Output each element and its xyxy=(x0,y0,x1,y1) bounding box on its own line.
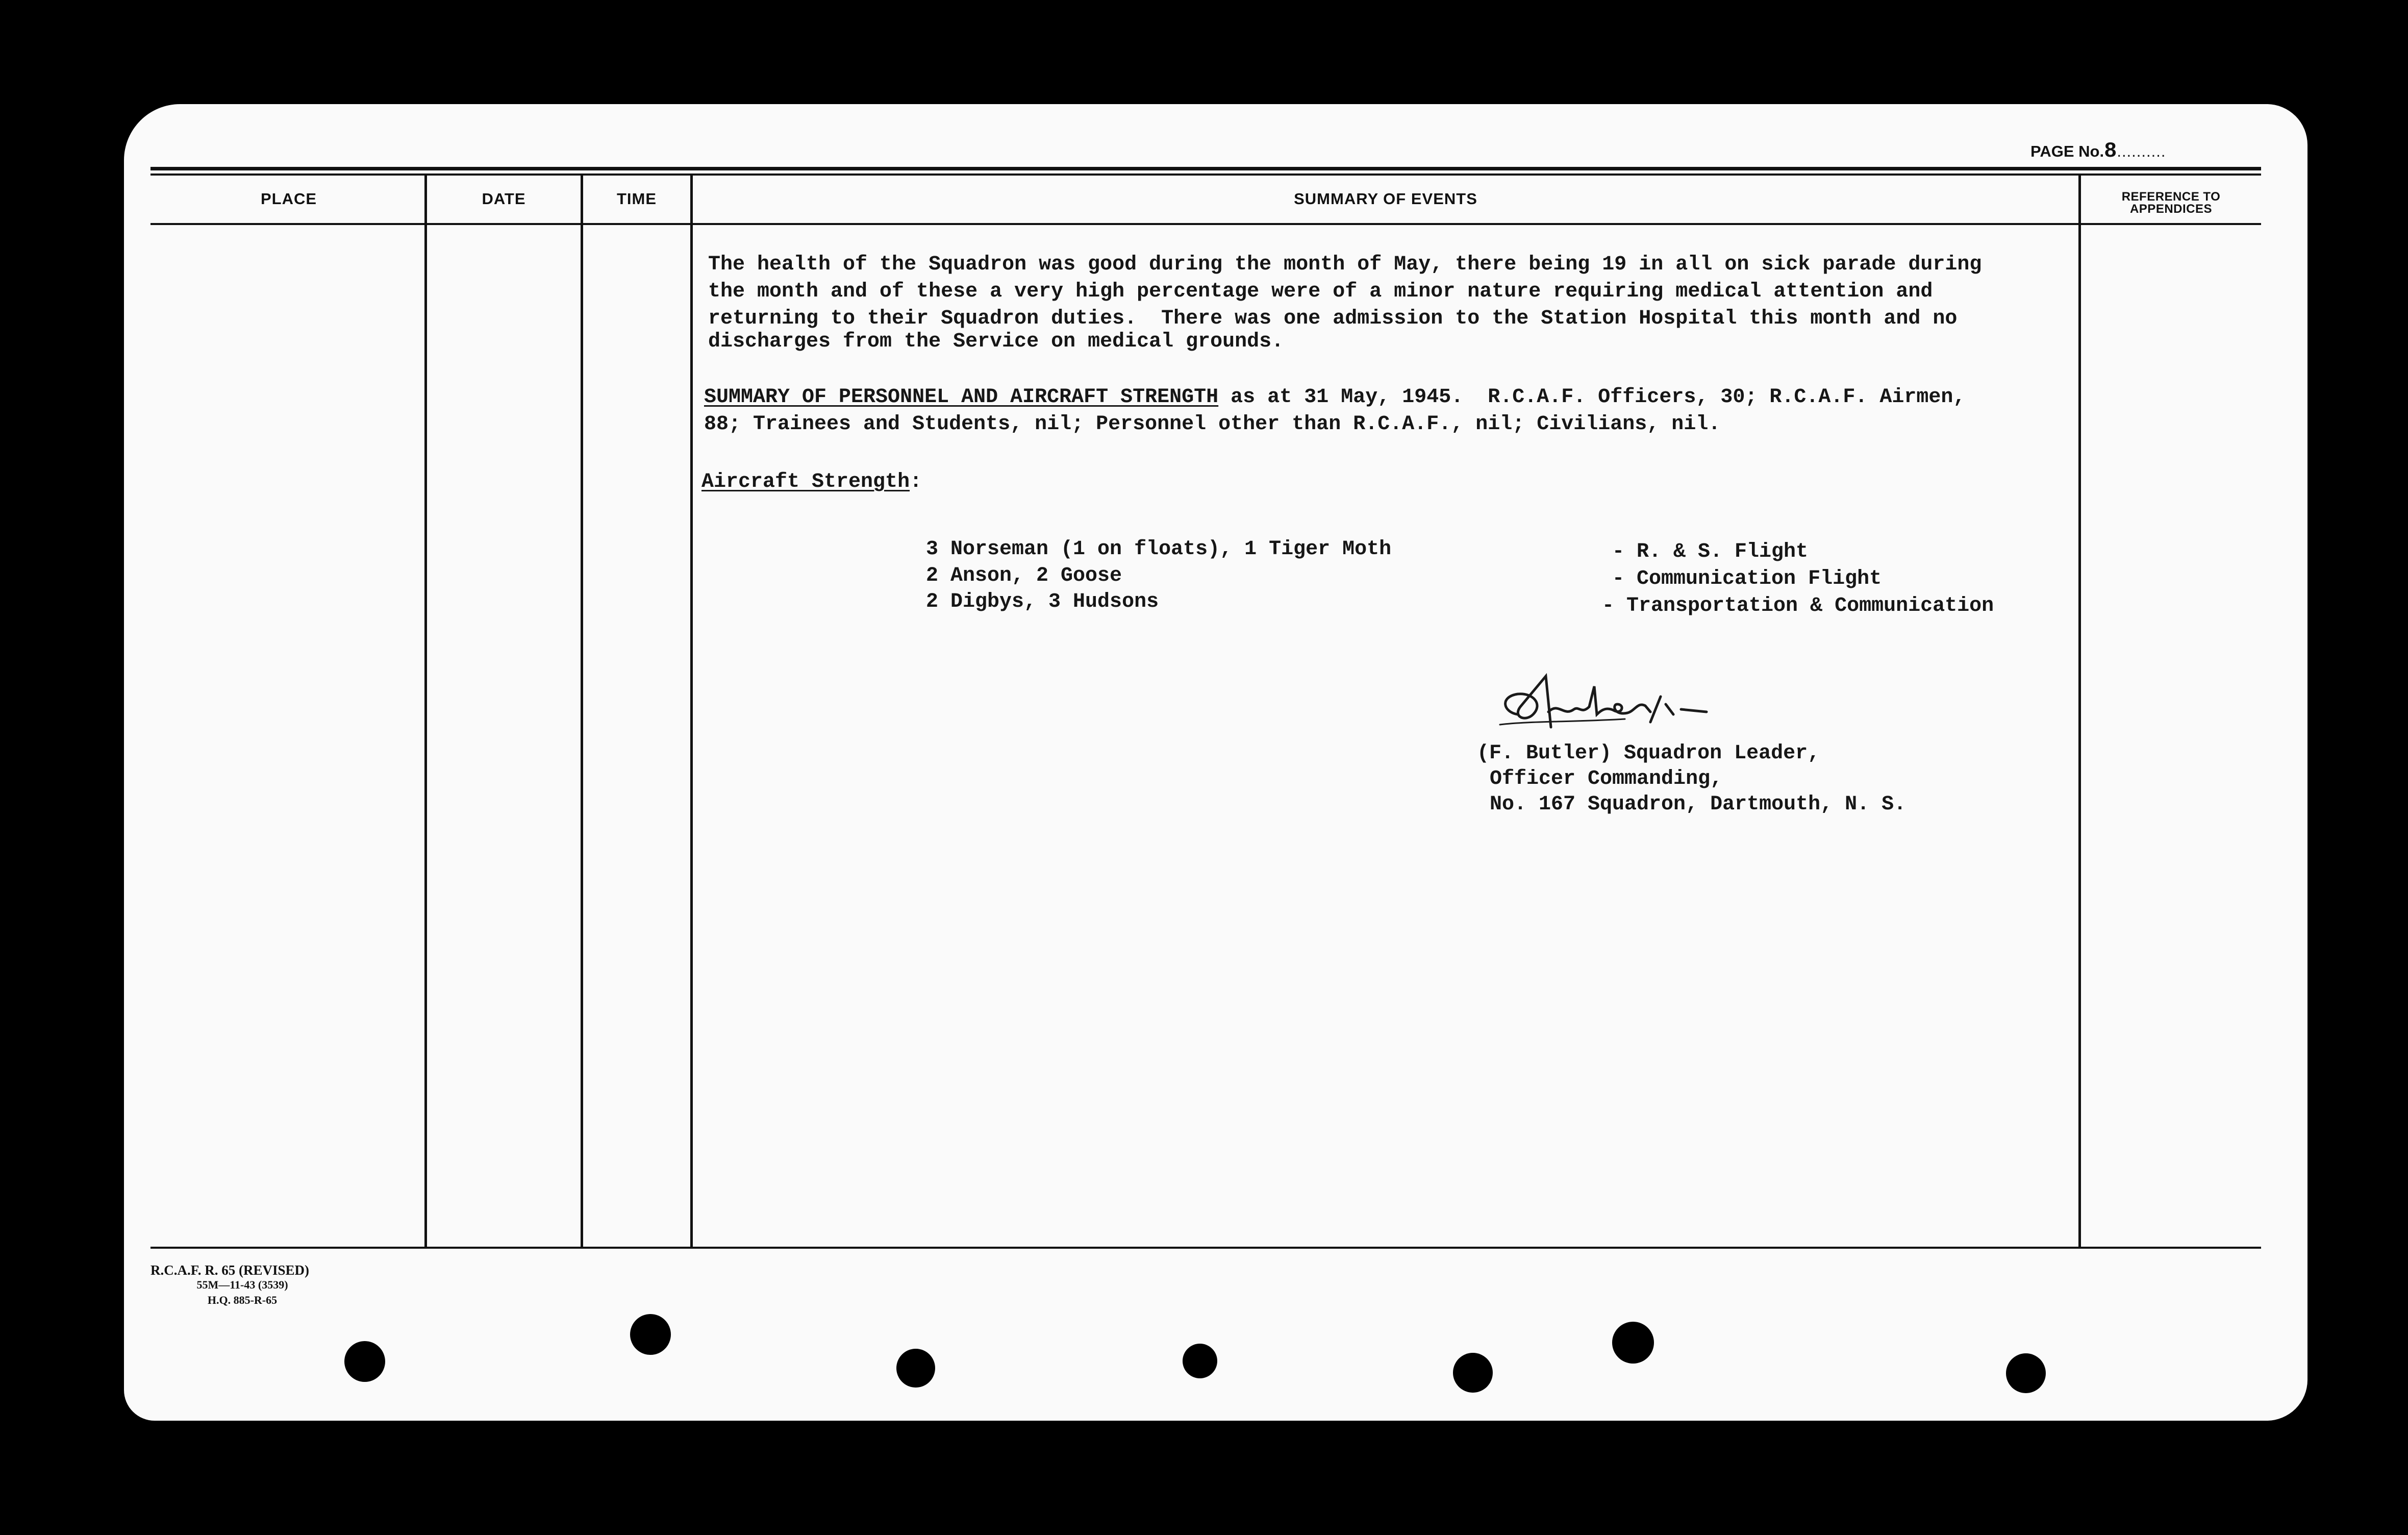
page-number-dots: .......... xyxy=(2117,142,2166,160)
punch-hole xyxy=(1453,1353,1493,1393)
column-divider-date xyxy=(581,176,583,1247)
aircraft-types-2: 2 Anson, 2 Goose xyxy=(926,564,1122,587)
column-divider-summary xyxy=(2078,176,2081,1247)
health-line-1: The health of the Squadron was good during the month of May, there being 19 in all on sick parade during xyxy=(708,253,1982,276)
signature-line-3: No. 167 Squadron, Dartmouth, N. S. xyxy=(1490,793,1907,816)
column-divider-time xyxy=(690,176,693,1247)
page-number-value: 8 xyxy=(2104,139,2117,163)
health-line-2: the month and of these a very high percentage were of a minor nature requiring medical attention and xyxy=(708,280,1933,303)
column-header-summary: SUMMARY OF EVENTS xyxy=(1294,190,1477,208)
page-number xyxy=(2030,139,2166,163)
punch-hole xyxy=(344,1341,385,1382)
summary-line-1-rest: as at 31 May, 1945. R.C.A.F. Officers, 30; R.C.A.F. Airmen, xyxy=(1218,386,1966,409)
handwritten-signature xyxy=(1497,666,1732,742)
summary-line-1 xyxy=(704,384,1965,411)
aircraft-strength-label: Aircraft Strength xyxy=(701,471,910,493)
summary-line-2: 88; Trainees and Students, nil; Personnel other than R.C.A.F., nil; Civilians, nil. xyxy=(704,413,1721,436)
form-hq-number: H.Q. 885-R-65 xyxy=(207,1294,278,1306)
punch-hole xyxy=(1612,1322,1654,1364)
aircraft-strength-colon: : xyxy=(910,471,922,493)
health-line-4: discharges from the Service on medical grounds. xyxy=(708,330,1284,353)
punch-hole xyxy=(896,1349,935,1388)
column-header-reference-line1: REFERENCE TO xyxy=(2121,190,2221,204)
column-header-time: TIME xyxy=(616,190,657,208)
aircraft-unit-3: - Transportation & Communication xyxy=(1602,595,1994,617)
health-line-3: returning to their Squadron duties. There was one admission to the Station Hospital this month and no xyxy=(708,307,1958,330)
header-rule-bottom xyxy=(150,223,2261,225)
form-print-run: 55M—11-43 (3539) xyxy=(196,1278,288,1291)
header-rule-top xyxy=(150,167,2261,170)
punch-hole xyxy=(1183,1344,1217,1378)
column-header-place: PLACE xyxy=(260,190,317,208)
aircraft-types-3: 2 Digbys, 3 Hudsons xyxy=(926,590,1159,613)
signature-line-2: Officer Commanding, xyxy=(1490,768,1723,790)
aircraft-strength-heading xyxy=(701,468,922,496)
header-rule-second xyxy=(150,174,2261,176)
summary-heading: SUMMARY OF PERSONNEL AND AIRCRAFT STRENGTH xyxy=(704,386,1219,409)
signature-line-1: (F. Butler) Squadron Leader, xyxy=(1477,742,1820,765)
footer-rule xyxy=(150,1247,2261,1249)
aircraft-types-1: 3 Norseman (1 on floats), 1 Tiger Moth xyxy=(926,538,1392,561)
column-header-reference xyxy=(2081,191,2261,215)
column-header-reference-line2: APPENDICES xyxy=(2129,202,2213,216)
aircraft-unit-2: - Communication Flight xyxy=(1612,567,1882,590)
form-identifier: R.C.A.F. R. 65 (REVISED) xyxy=(150,1262,310,1278)
column-divider-place xyxy=(424,176,427,1247)
aircraft-unit-1: - R. & S. Flight xyxy=(1612,540,1809,563)
column-header-date: DATE xyxy=(482,190,526,208)
punch-hole xyxy=(630,1314,671,1355)
punch-hole xyxy=(2006,1353,2046,1393)
page-number-label: PAGE No. xyxy=(2030,142,2104,160)
